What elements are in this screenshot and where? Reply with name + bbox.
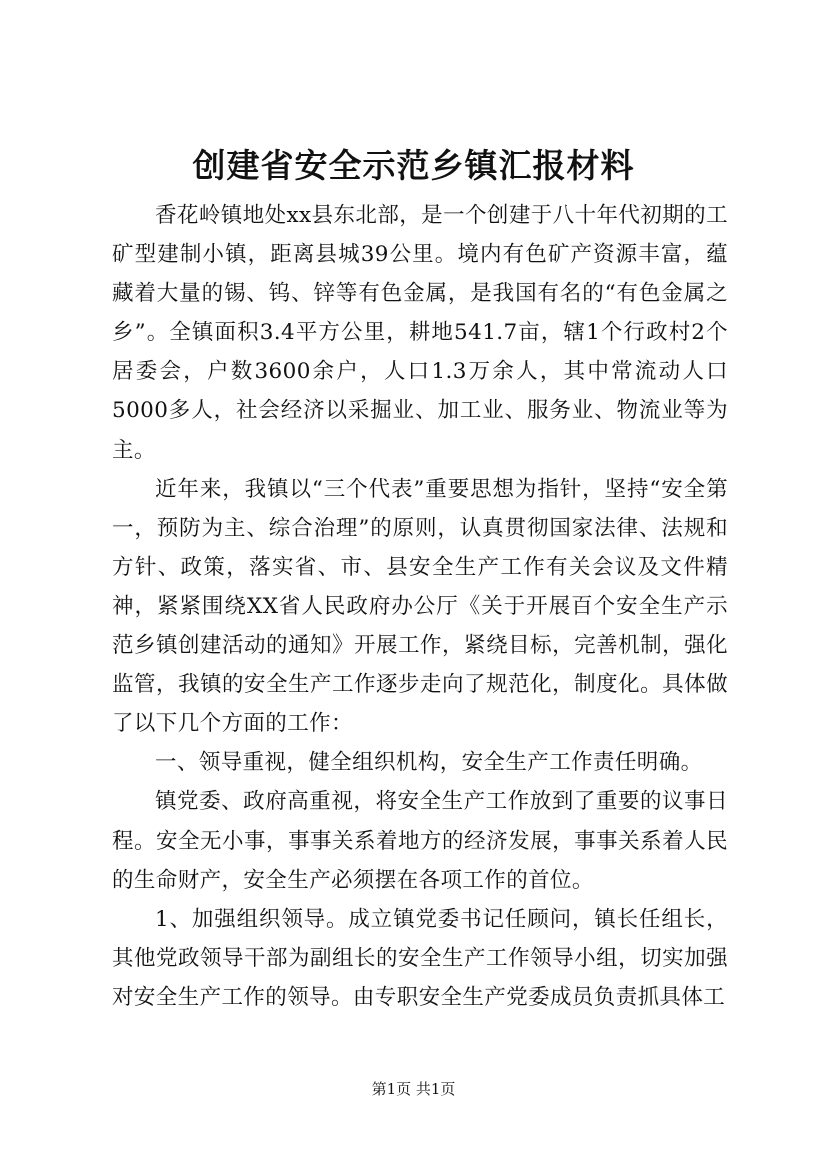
paragraph-leadership: 镇党委、政府高重视，将安全生产工作放到了重要的议事日程。安全无小事，事事关系着地方的经济发展，事事关系着人民的生命财产，安全生产必须摆在各项工作的首位。 [112,789,728,893]
document-title: 创建省安全示范乡镇汇报材料 [192,146,635,185]
document-body [112,196,728,1017]
section-heading-leadership: 一、领导重视，健全组织机构，安全生产工作责任明确。 [155,750,703,776]
paragraph-organization: 1、加强组织领导。成立镇党委书记任顾问，镇长任组长，其他党政领导干部为副组长的安全生产工作领导小组，切实加强对安全生产工作的领导。由专职安全生产党委成员负责抓具体工 [112,906,728,1010]
paragraph-recent-work: 近年来，我镇以“三个代表”重要思想为指针，坚持“安全第一，预防为主、综合治理”的原则，认真贯彻国家法律、法规和方针、政策，落实省、市、县安全生产工作有关会议及文件精神，紧紧围绕XX省人民政府办公厅《关于开展百个安全生产示范乡镇创建活动的通知》开展工作，紧绕目标，完善机制，强化监管，我镇的安全生产工作逐步走向了规范化，制度化。具体做了以下几个方面的工作： [112,476,728,737]
paragraph-overview: 香花岭镇地处xx县东北部，是一个创建于八十年代初期的工矿型建制小镇，距离县城39公里。境内有色矿产资源丰富，蕴藏着大量的锡、钨、锌等有色金属，是我国有名的“有色金属之乡”。全镇面积3.4平方公里，耕地541.7亩，辖1个行政村2个居委会，户数3600余户，人口1.3万余人，其中常流动人口5000多人，社会经济以采掘业、加工业、服务业、物流业等为主。 [112,203,728,463]
page-number-footer: 第1页 共1页 [371,1080,456,1098]
